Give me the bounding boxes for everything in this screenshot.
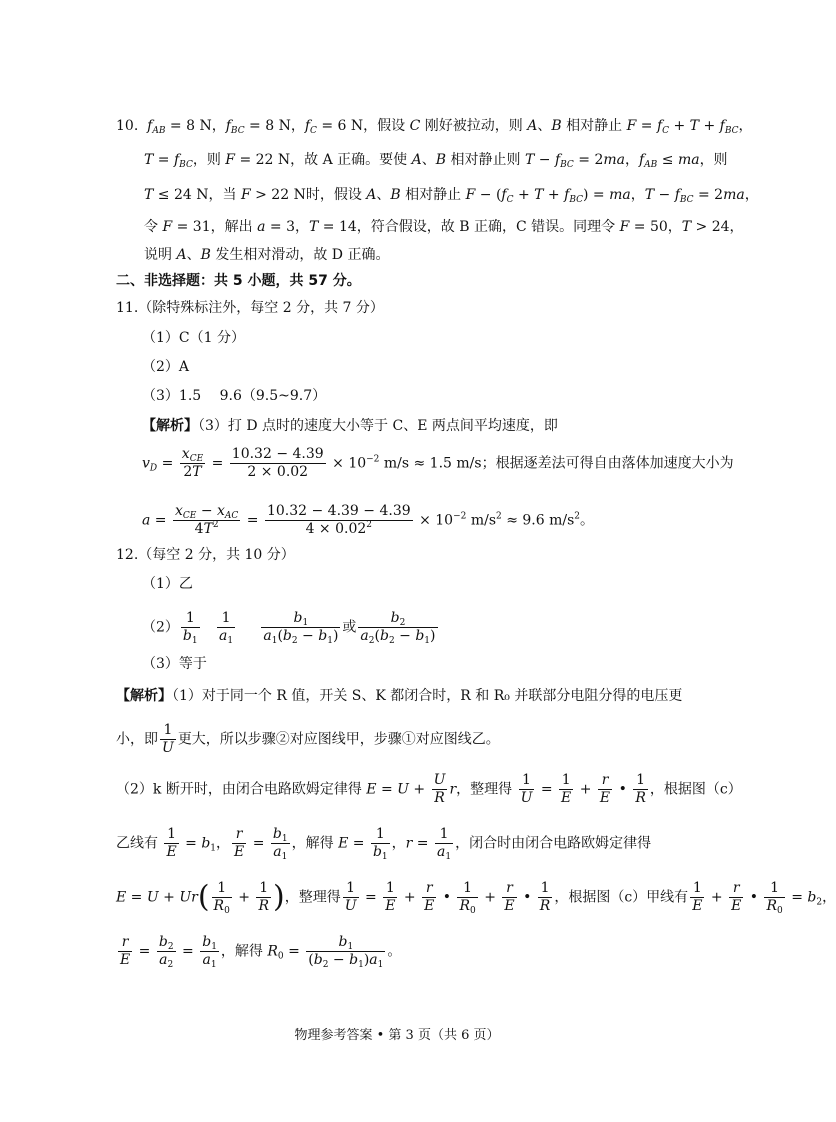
fraction-1-b1-b: $\frac{1}{b_1}$	[372, 826, 388, 862]
q11-header: 11.（除特殊标注外，每空 2 分，共 7 分）	[116, 300, 384, 316]
q12-explanation-line-4: 乙线有 $\frac{1}{E}$ = $b_1$， $\frac{r}{E}$ = $\frac{b_1}{a_1}$ ，解得 E = $\frac{1}{b_1}$ ，r = $\frac{1}{a_1}$ ，闭合时由闭合电路欧姆定律得	[116, 826, 652, 862]
fraction-r-e-b: $\frac{r}{E}$	[234, 826, 245, 860]
fraction-xce-2t: $x_{CE}$ 2T	[181, 446, 204, 480]
fraction-1-u: $\frac{1}{U}$	[162, 722, 174, 756]
fraction-b2-a2: $\frac{b_2}{a_2}$	[158, 934, 174, 970]
q12-header: 12.（每空 2 分，共 10 分）	[116, 547, 295, 563]
fraction-1-e: $\frac{1}{E}$	[561, 772, 572, 806]
fraction-a-numeric: $\frac{10.32 - 4.39 - 4.39}{4 \times 0.02^2}$	[266, 503, 411, 537]
fraction-1-e-d: $\frac{1}{E}$	[692, 880, 703, 914]
fraction-acceleration: $x_{CE} - x_{AC}$ $4T^2$	[175, 503, 239, 537]
fraction-b1-a1: $\frac{b_1}{a_1}$	[272, 826, 288, 862]
q11-explanation-line-3: a = $x_{CE} - x_{AC}$ $4T^2$ = $\frac{10.32 - 4.39 - 4.39}{4 \times 0.02^2}$ × $10^{-2}$ $m/s^2 \approx 9.6$ $m/s^2$。	[142, 503, 595, 537]
q10-line-1: 10. $f_{AB} = 8$ N，$f_{BC} = 8$ N，$f_C = 6$ N，假设 C 刚好被拉动，则 A、B 相对静止 $F = f_C + T + f_{BC}$，	[116, 118, 753, 136]
q11-answer-3: （3）1.5 9.6（9.5~9.7）	[142, 388, 327, 404]
q10-line-4: 令 F = 31，解出 a = 3，T = 14，符合假设，故 B 正确，C 错误。同理令 F = 50，T > 24，	[144, 219, 744, 235]
q12-answer-1: （1）乙	[142, 576, 193, 592]
q12-explanation-line-5: E = U + Ur( $\frac{1}{R_0}$ + $\frac{1}{R}$ )，整理得 $\frac{1}{U}$ = $\frac{1}{E}$ + $\frac{r}{E}$ • $\frac{1}{R_0}$ + $\frac{r}{E}$ • $\frac{1}{R}$ ，根据图（c）甲线有 $\frac{1}{E}$ + $\frac{r}{E}$ • $\frac{1}{R_0}$ = $b_2$，	[116, 879, 836, 916]
q12-answer-2: （2） $\frac{1}{b_1}$ $\frac{1}{a_1}$ $\frac{b_1}{a_1(b_2 - b_1)}$ 或 $\frac{b_2}{a_2(b_2 - b_1)}$	[142, 610, 436, 646]
q11-number: 11.	[116, 300, 139, 316]
fraction-1-a1: $\frac{1}{a_1}$	[218, 610, 234, 646]
q12-explanation-line-3: （2）k 断开时，由闭合电路欧姆定律得 E = U + $\frac{U}{R}$ r，整理得 $\frac{1}{U}$ = $\frac{1}{E}$ + $\frac{r}{E}$ • $\frac{1}{R}$ ，根据图（c）	[116, 772, 742, 806]
q11-explanation-line-1: 【解析】（3）打 D 点时的速度大小等于 C、E 两点间平均速度，即	[142, 418, 558, 434]
section-2-title: 二、非选择题：共 5 小题，共 57 分。	[116, 273, 361, 289]
fraction-vd-numeric: $\frac{10.32 - 4.39}{2 \times 0.02}$	[231, 446, 324, 480]
fraction-r-e-e: $\frac{r}{E}$	[731, 880, 742, 914]
fraction-r-e-d: $\frac{r}{E}$	[504, 880, 515, 914]
fraction-1-r0-b: $\frac{1}{R_0}$	[459, 880, 476, 916]
q12-number: 12.	[116, 547, 139, 563]
q12-explanation-line-2: 小，即 $\frac{1}{U}$ 更大，所以步骤②对应图线甲，步骤①对应图线乙。	[116, 722, 500, 756]
page-footer: 物理参考答案 • 第 3 页（共 6 页）	[294, 1028, 500, 1043]
q11-explanation-line-2: $v_D$ = $x_{CE}$ 2T = $\frac{10.32 - 4.39}{2 \times 0.02}$ × $10^{-2}$ m/s ≈ 1.5 m/s；根据逐差法可得自由落体加速度大小为	[142, 446, 734, 480]
fraction-1-u-b: $\frac{1}{U}$	[520, 772, 533, 806]
fraction-1-r-b: $\frac{1}{R}$	[258, 880, 270, 914]
q11-explanation-tag: 【解析】	[142, 418, 198, 434]
fraction-1-r-c: $\frac{1}{R}$	[539, 880, 551, 914]
fraction-1-u-c: $\frac{1}{U}$	[344, 880, 357, 914]
fraction-r-e: $\frac{r}{E}$	[599, 772, 611, 806]
q10-number: 10.	[116, 118, 139, 134]
q12-answer-3: （3）等于	[142, 656, 207, 672]
q12-explanation-line-6: $\frac{r}{E}$ = $\frac{b_2}{a_2}$ = $\frac{b_1}{a_1}$ ，解得 $R_0$ = $\frac{b_1}{(b_2 - b_1)a_1}$ 。	[120, 934, 402, 970]
fraction-r-e-c: $\frac{r}{E}$	[424, 880, 435, 914]
fraction-1-r: $\frac{1}{R}$	[635, 772, 646, 806]
fraction-1-r0-c: $\frac{1}{R_0}$	[766, 880, 783, 916]
fraction-1-e-c: $\frac{1}{E}$	[385, 880, 396, 914]
fraction-1-e-b: $\frac{1}{E}$	[166, 826, 177, 860]
q10-line-2: $T = f_{BC}$，则 F = 22 N，故 A 正确。要使 A、B 相对静止则 $T - f_{BC} = 2ma$，$f_{AB}$ ≤ ma，则	[144, 152, 728, 170]
fraction-1-b1: $\frac{1}{b_1}$	[182, 610, 198, 646]
fraction-r0-option-2: $\frac{b_2}{a_2(b_2 - b_1)}$	[360, 610, 436, 646]
fraction-r0-result: $\frac{b_1}{(b_2 - b_1)a_1}$	[308, 934, 384, 970]
fraction-r0-option-1: $\frac{b_1}{a_1(b_2 - b_1)}$	[263, 610, 339, 646]
q11-answer-1: （1）C（1 分）	[142, 330, 245, 346]
q12-explanation-line-1: 【解析】（1）对于同一个 R 值，开关 S、K 都闭合时，R 和 R₀ 并联部分电阻分得的电压更	[116, 688, 683, 704]
q12-explanation-tag: 【解析】	[116, 688, 172, 704]
fraction-1-r0: $\frac{1}{R_0}$	[213, 880, 230, 916]
fraction-u-r: $\frac{U}{R}$	[433, 772, 446, 806]
q11-answer-2: （2）A	[142, 359, 190, 375]
fraction-r-e-f: $\frac{r}{E}$	[120, 934, 131, 968]
q10-line-3: T ≤ 24 N，当 F > 22 N时，假设 A、B 相对静止 $F - (f_C + T + f_{BC})$ = ma，$T - f_{BC} = 2ma$，	[144, 187, 759, 205]
fraction-b1-a1-b: $\frac{b_1}{a_1}$	[202, 934, 217, 970]
q10-line-5: 说明 A、B 发生相对滑动，故 D 正确。	[144, 247, 390, 263]
fraction-1-a1-b: $\frac{1}{a_1}$	[436, 826, 452, 862]
